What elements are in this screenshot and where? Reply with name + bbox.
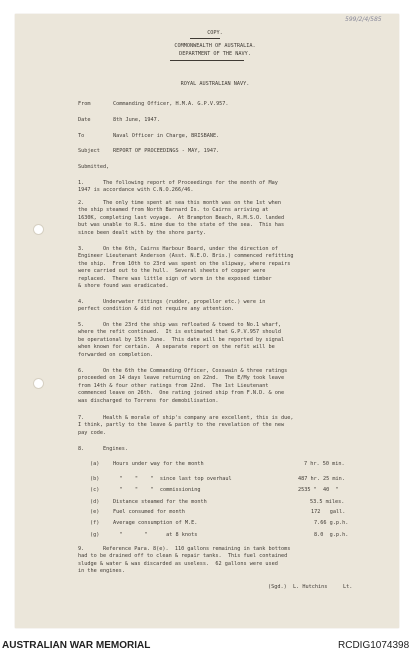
paragraph-9: 9. Reference Para. 8(e). 110 gallons remaining in tank bottoms had to be drained off to clean & repair tanks. This fuel contained sludge & water & was discarded as useless. 62 gallons were used in the engines. <box>78 546 291 575</box>
from-value: Commanding Officer, H.M.A. G.P.V.957. <box>113 101 229 107</box>
signature: (Sgd.) L. Hutchins Lt. <box>268 584 353 590</box>
paragraph-2: 2. The only time spent at sea this month was on the 1st when the ship steamed from North Barnard Is. to Cairns arriving at 1630K, completing last voyage. At Brampton Beach, R.M.S.O. landed but was unable to R.S. mine due to the state of the sea. This has since been dealt with by the shore party. <box>78 200 285 236</box>
engine-row-value: 487 hr. 25 min. <box>298 476 345 482</box>
engine-row-value: 2535 " 40 " <box>298 487 339 493</box>
engine-row-value: 53.5 miles. <box>310 499 345 505</box>
engine-row-desc: Hours under way for the month <box>113 461 204 467</box>
engine-row-desc: Fuel consumed for month <box>113 509 185 515</box>
department-heading: DEPARTMENT OF THE NAVY. <box>179 51 251 57</box>
commonwealth-heading: COMMONWEALTH OF AUSTRALIA. <box>174 43 256 49</box>
engine-row-value: 172 gall. <box>311 509 346 515</box>
paragraph-1: 1. The following report of Proceedings for the month of May 1947 is accordance with C.N.O.266/46. <box>78 180 278 194</box>
engine-row-desc: " " at 8 knots <box>113 532 198 538</box>
punch-hole <box>33 224 44 235</box>
engine-row-value: 8.0 g.p.h. <box>314 532 349 538</box>
engine-row-letter: (a) <box>90 461 100 467</box>
submitted-text: Submitted, <box>78 164 110 170</box>
to-label: To <box>78 133 85 139</box>
engine-row-value: 7.66 g.p.h. <box>314 520 349 526</box>
engines-heading: 8. Engines. <box>78 446 128 452</box>
reference-number: 599/2/4/585 <box>345 16 382 23</box>
engine-row-letter: (c) <box>90 487 100 493</box>
paragraph-3: 3. On the 6th, Cairns Harbour Board, under the direction of Engineer Lieutenant Anderson (Asst. N.E.O. Bris.) commenced refitting the ship. From 10th to 23rd was spent on the slipway, where repairs were carried out to the hull. Several sheets of copper were replaced. There was little sign of worm in the exposed timber & shore found was eradicated. <box>78 246 294 290</box>
engine-row-desc: Average consumption of M.E. <box>113 520 198 526</box>
engine-row-letter: (d) <box>90 499 100 505</box>
copy-underline <box>190 38 220 39</box>
engine-row-desc: " " " since last top overhaul <box>113 476 232 482</box>
engine-row-value: 7 hr. 50 min. <box>304 461 345 467</box>
archive-id: RCDIG1074398 <box>338 640 410 651</box>
punch-hole <box>33 378 44 389</box>
paragraph-7: 7. Health & morale of ship's company are excellent, this is due, I think, partly to the leave & partly to the revelation of the new pay code. <box>78 415 294 436</box>
subject-label: Subject <box>78 148 100 154</box>
paragraph-5: 5. On the 23rd the ship was refloated & towed to No.1 wharf, where the refit continued. It is estimated that G.P.V.957 should be operational by 15th June. This date will be reported by signal when known for certain. A separate report on the refit will be forwarded on completion. <box>78 322 285 358</box>
engine-row-letter: (f) <box>90 520 100 526</box>
engine-row-desc: Distance steamed for the month <box>113 499 207 505</box>
copy-heading: COPY. <box>207 30 223 36</box>
navy-heading: ROYAL AUSTRALIAN NAVY. <box>180 81 250 87</box>
engine-row-letter: (e) <box>90 509 100 515</box>
from-label: From <box>78 101 91 107</box>
date-label: Date <box>78 117 91 123</box>
heading-rule <box>170 60 244 61</box>
paragraph-4: 4. Underwater fittings (rudder, propellor etc.) were in perfect condition & did not require any attention. <box>78 299 266 313</box>
to-value: Naval Officer in Charge, BRISBANE. <box>113 133 220 139</box>
engine-row-letter: (b) <box>90 476 100 482</box>
archive-name: AUSTRALIAN WAR MEMORIAL <box>2 640 151 651</box>
date-value: 8th June, 1947. <box>113 117 160 123</box>
paragraph-6: 6. On the 6th the Commanding Officer, Coxswain & three ratings proceeded on 14 days leave returning on 22nd. The E/My took leave from 14th & four other ratings from 22nd. The 1st Lieutenant commenced leave on 26th. One rating joined ship from F.N.D. & one was discharged to Torrens for demobilisation. <box>78 368 288 404</box>
subject-value: REPORT OF PROCEEDINGS - MAY, 1947. <box>113 148 220 154</box>
engine-row-desc: " " " commissioning <box>113 487 201 493</box>
engine-row-letter: (g) <box>90 532 100 538</box>
